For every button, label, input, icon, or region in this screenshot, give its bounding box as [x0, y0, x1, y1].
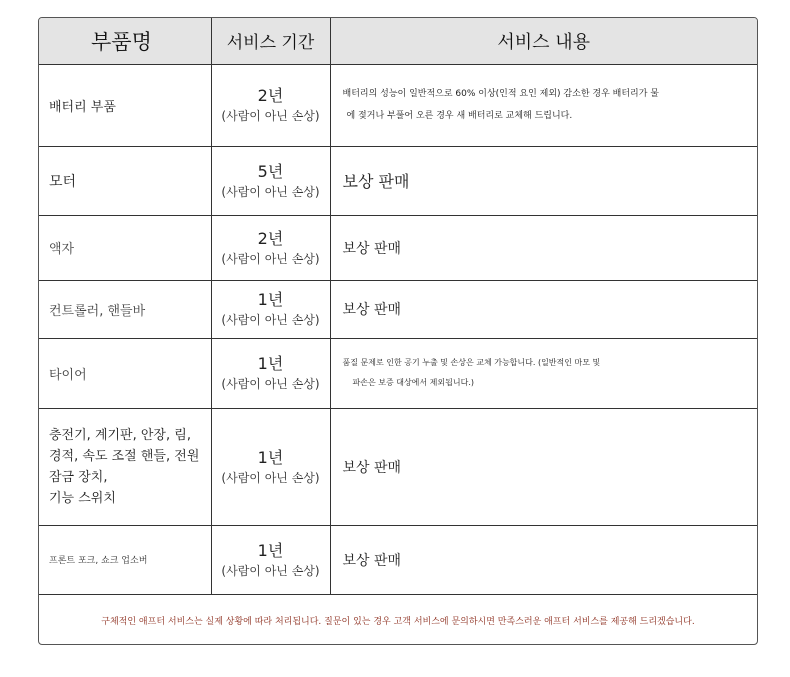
period-cell	[211, 146, 330, 215]
part-name-line: 경적, 속도 조절 핸들, 전원	[49, 448, 200, 464]
warranty-table	[39, 18, 757, 645]
header-service-period: 서비스 기간	[211, 18, 330, 64]
content-cell: 보상 판매	[330, 408, 757, 525]
part-name-cell: 컨트롤러, 핸들바	[39, 280, 211, 338]
table-row	[39, 408, 757, 525]
content-line: 에 젖거나 부풀어 오른 경우 새 배터리로 교체해 드립니다.	[346, 111, 573, 121]
period-cell	[211, 215, 330, 280]
period-cell	[211, 525, 330, 594]
table-row	[39, 280, 757, 338]
period-note: (사람이 아닌 손상)	[221, 313, 320, 327]
table-header-row	[39, 18, 757, 64]
period-years: 2년	[257, 86, 284, 105]
period-years: 1년	[257, 290, 284, 309]
period-cell	[211, 64, 330, 146]
period-cell	[211, 280, 330, 338]
content-cell: 보상 판매	[330, 146, 757, 215]
part-name-line: 잠금 장치,	[49, 469, 108, 485]
period-years: 1년	[257, 447, 284, 467]
period-cell	[211, 338, 330, 408]
period-note: (사람이 아닌 손상)	[221, 109, 320, 123]
period-note: (사람이 아닌 손상)	[221, 563, 320, 578]
content-line: 배터리의 성능이 일반적으로 60% 이상(인적 요인 제외) 감소한 경우 배터리가 물	[342, 89, 659, 99]
content-cell: 보상 판매	[330, 280, 757, 338]
part-name-cell: 배터리 부품	[39, 64, 211, 146]
part-name-cell: 액자	[39, 215, 211, 280]
table-row	[39, 525, 757, 594]
part-name-cell	[39, 408, 211, 525]
header-part-name: 부품명	[39, 18, 211, 64]
part-name-cell: 모터	[39, 146, 211, 215]
period-years: 5년	[257, 161, 284, 181]
period-years: 2년	[257, 228, 284, 248]
content-cell: 보상 판매	[330, 215, 757, 280]
table-row	[39, 146, 757, 215]
header-service-content: 서비스 내용	[330, 18, 757, 64]
period-note: (사람이 아닌 손상)	[221, 184, 320, 199]
table-row	[39, 215, 757, 280]
part-name-line: 충전기, 계기판, 안장, 림,	[49, 427, 191, 443]
period-note: (사람이 아닌 손상)	[221, 377, 320, 391]
footer-row	[39, 594, 757, 645]
part-name-line: 기능 스위치	[49, 490, 116, 506]
content-cell: 보상 판매	[330, 525, 757, 594]
warranty-table-frame	[38, 17, 758, 645]
period-years: 1년	[257, 354, 284, 373]
part-name-cell: 프론트 포크, 쇼크 업소버	[39, 525, 211, 594]
content-line: 품질 문제로 인한 공기 누출 및 손상은 교체 가능합니다. (일반적인 마모 및	[342, 358, 601, 367]
table-row	[39, 64, 757, 146]
footer-note: 구체적인 애프터 서비스는 실제 상황에 따라 처리됩니다. 질문이 있는 경우 고객 서비스에 문의하시면 만족스러운 애프터 서비스를 제공해 드리겠습니다.	[39, 594, 757, 645]
period-cell	[211, 408, 330, 525]
period-note: (사람이 아닌 손상)	[221, 470, 320, 485]
content-cell	[330, 338, 757, 408]
part-name-cell: 타이어	[39, 338, 211, 408]
table-row	[39, 338, 757, 408]
period-note: (사람이 아닌 손상)	[221, 251, 320, 266]
content-cell	[330, 64, 757, 146]
period-years: 1년	[257, 540, 284, 560]
content-line: 파손은 보증 대상에서 제외됩니다.)	[352, 378, 474, 387]
